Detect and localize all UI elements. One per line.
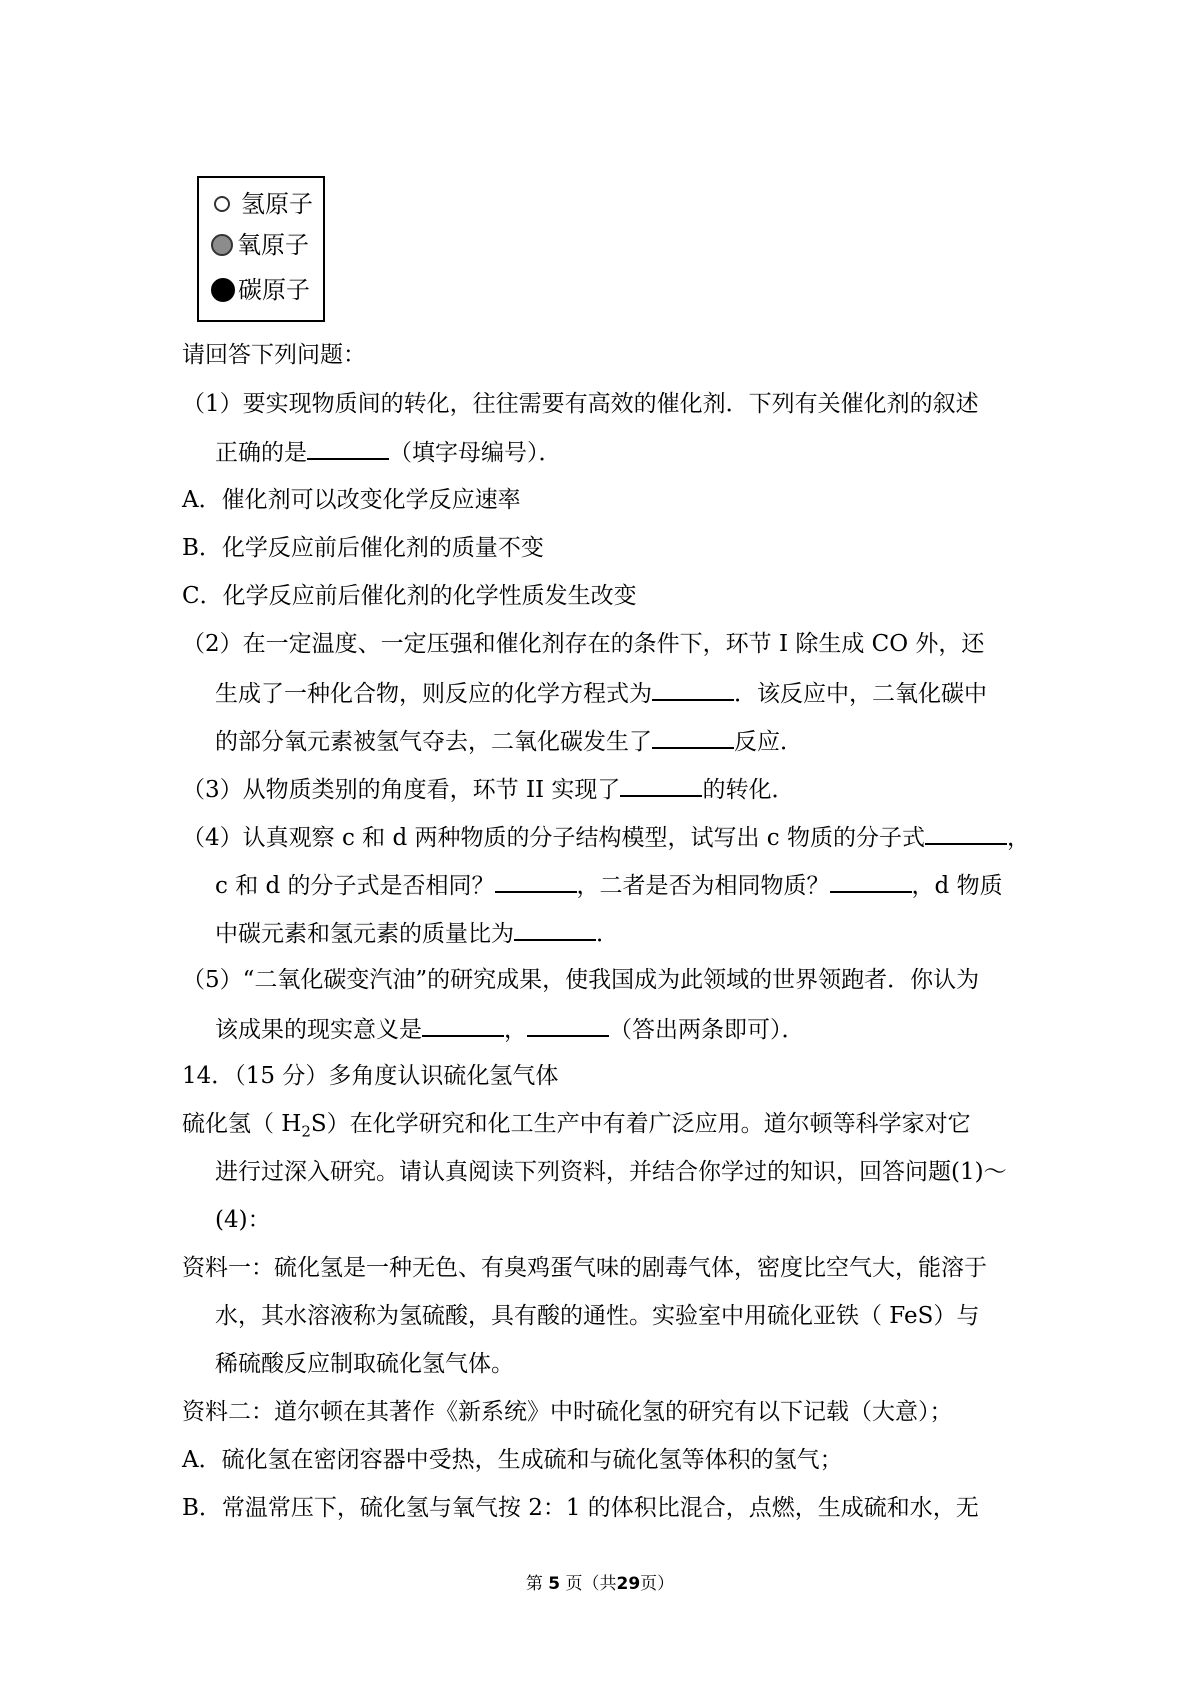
legend-oxygen <box>211 233 309 257</box>
legend-label: 氧原子 <box>237 231 309 259</box>
record-a: A．硫化氢在密闭容器中受热，生成硫和与硫化氢等体积的氢气； <box>182 1447 843 1473</box>
answer-blank[interactable] <box>307 436 389 460</box>
legend-label: 碳原子 <box>238 276 310 304</box>
atom-legend <box>197 176 325 322</box>
answer-blank[interactable] <box>527 1013 609 1037</box>
h2s-intro: 硫化氢（ $H_2S$）在化学研究和化工生产中有着广泛应用。道尔顿等科学家对它 <box>182 1111 971 1141</box>
oxygen-atom-icon <box>211 234 233 256</box>
intro-line: 请回答下列问题： <box>182 342 366 368</box>
material-2: 资料二：道尔顿在其著作《新系统》中时硫化氢的研究有以下记载（大意）； <box>182 1399 953 1425</box>
answer-blank[interactable] <box>422 1013 504 1037</box>
h2s-intro-cont2: (4)： <box>215 1207 271 1233</box>
hydrogen-atom-icon <box>214 196 230 212</box>
page-number: 5 <box>548 1574 561 1594</box>
answer-blank[interactable] <box>652 725 734 749</box>
answer-blank[interactable] <box>514 917 596 941</box>
question-2: （2）在一定温度、一定压强和催化剂存在的条件下，环节 I 除生成 CO 外，还 <box>182 631 985 657</box>
record-b: B．常温常压下，硫化氢与氧气按 2：1 的体积比混合，点燃，生成硫和水，无 <box>182 1495 979 1521</box>
page-total: 29 <box>616 1574 641 1594</box>
question-2-cont2: 的部分氧元素被氢气夺去，二氧化碳发生了 反应． <box>215 725 803 757</box>
material-1-cont: 水，其水溶液称为氢硫酸，具有酸的通性。实验室中用硫化亚铁（ FeS）与 <box>215 1303 980 1329</box>
option-a: A．催化剂可以改变化学反应速率 <box>182 487 521 513</box>
question-5-cont: 该成果的现实意义是 ， （答出两条即可）． <box>215 1013 805 1045</box>
legend-carbon <box>211 278 310 302</box>
legend-label: 氢原子 <box>241 190 313 218</box>
problem-14-title: 14．（15 分）多角度认识硫化氢气体 <box>182 1063 559 1089</box>
question-1-cont: 正确的是 （填字母编号）． <box>215 436 562 468</box>
option-c: C．化学反应前后催化剂的化学性质发生改变 <box>182 583 637 609</box>
page-footer: 第 5 页（共29页） <box>525 1574 675 1594</box>
question-3: （3）从物质类别的角度看，环节 II 实现了 的转化． <box>182 773 794 805</box>
question-4-cont2: 中碳元素和氢元素的质量比为 ． <box>215 917 619 949</box>
answer-blank[interactable] <box>620 773 702 797</box>
question-1: （1）要实现物质间的转化，往往需要有高效的催化剂．下列有关催化剂的叙述 <box>182 391 979 417</box>
carbon-atom-icon <box>211 278 235 302</box>
h2s-intro-cont: 进行过深入研究。请认真阅读下列资料，并结合你学过的知识，回答问题(1)～ <box>215 1159 1007 1185</box>
question-4-cont: c 和 d 的分子式是否相同？ ，二者是否为相同物质？ ，d 物质 <box>215 869 1003 901</box>
answer-blank[interactable] <box>925 821 1007 845</box>
option-b: B．化学反应前后催化剂的质量不变 <box>182 535 544 561</box>
answer-blank[interactable] <box>652 677 734 701</box>
answer-blank[interactable] <box>495 869 577 893</box>
question-2-cont: 生成了一种化合物，则反应的化学方程式为 ．该反应中，二氧化碳中 <box>215 677 987 709</box>
question-4: （4）认真观察 c 和 d 两种物质的分子结构模型，试写出 c 物质的分子式 ， <box>182 821 1030 853</box>
answer-blank[interactable] <box>830 869 912 893</box>
material-1: 资料一：硫化氢是一种无色、有臭鸡蛋气味的剧毒气体，密度比空气大，能溶于 <box>182 1255 987 1281</box>
question-5: （5）“二氧化碳变汽油”的研究成果，使我国成为此领域的世界领跑者．你认为 <box>182 967 980 993</box>
legend-hydrogen <box>211 192 313 216</box>
material-1-cont2: 稀硫酸反应制取硫化氢气体。 <box>215 1351 514 1377</box>
